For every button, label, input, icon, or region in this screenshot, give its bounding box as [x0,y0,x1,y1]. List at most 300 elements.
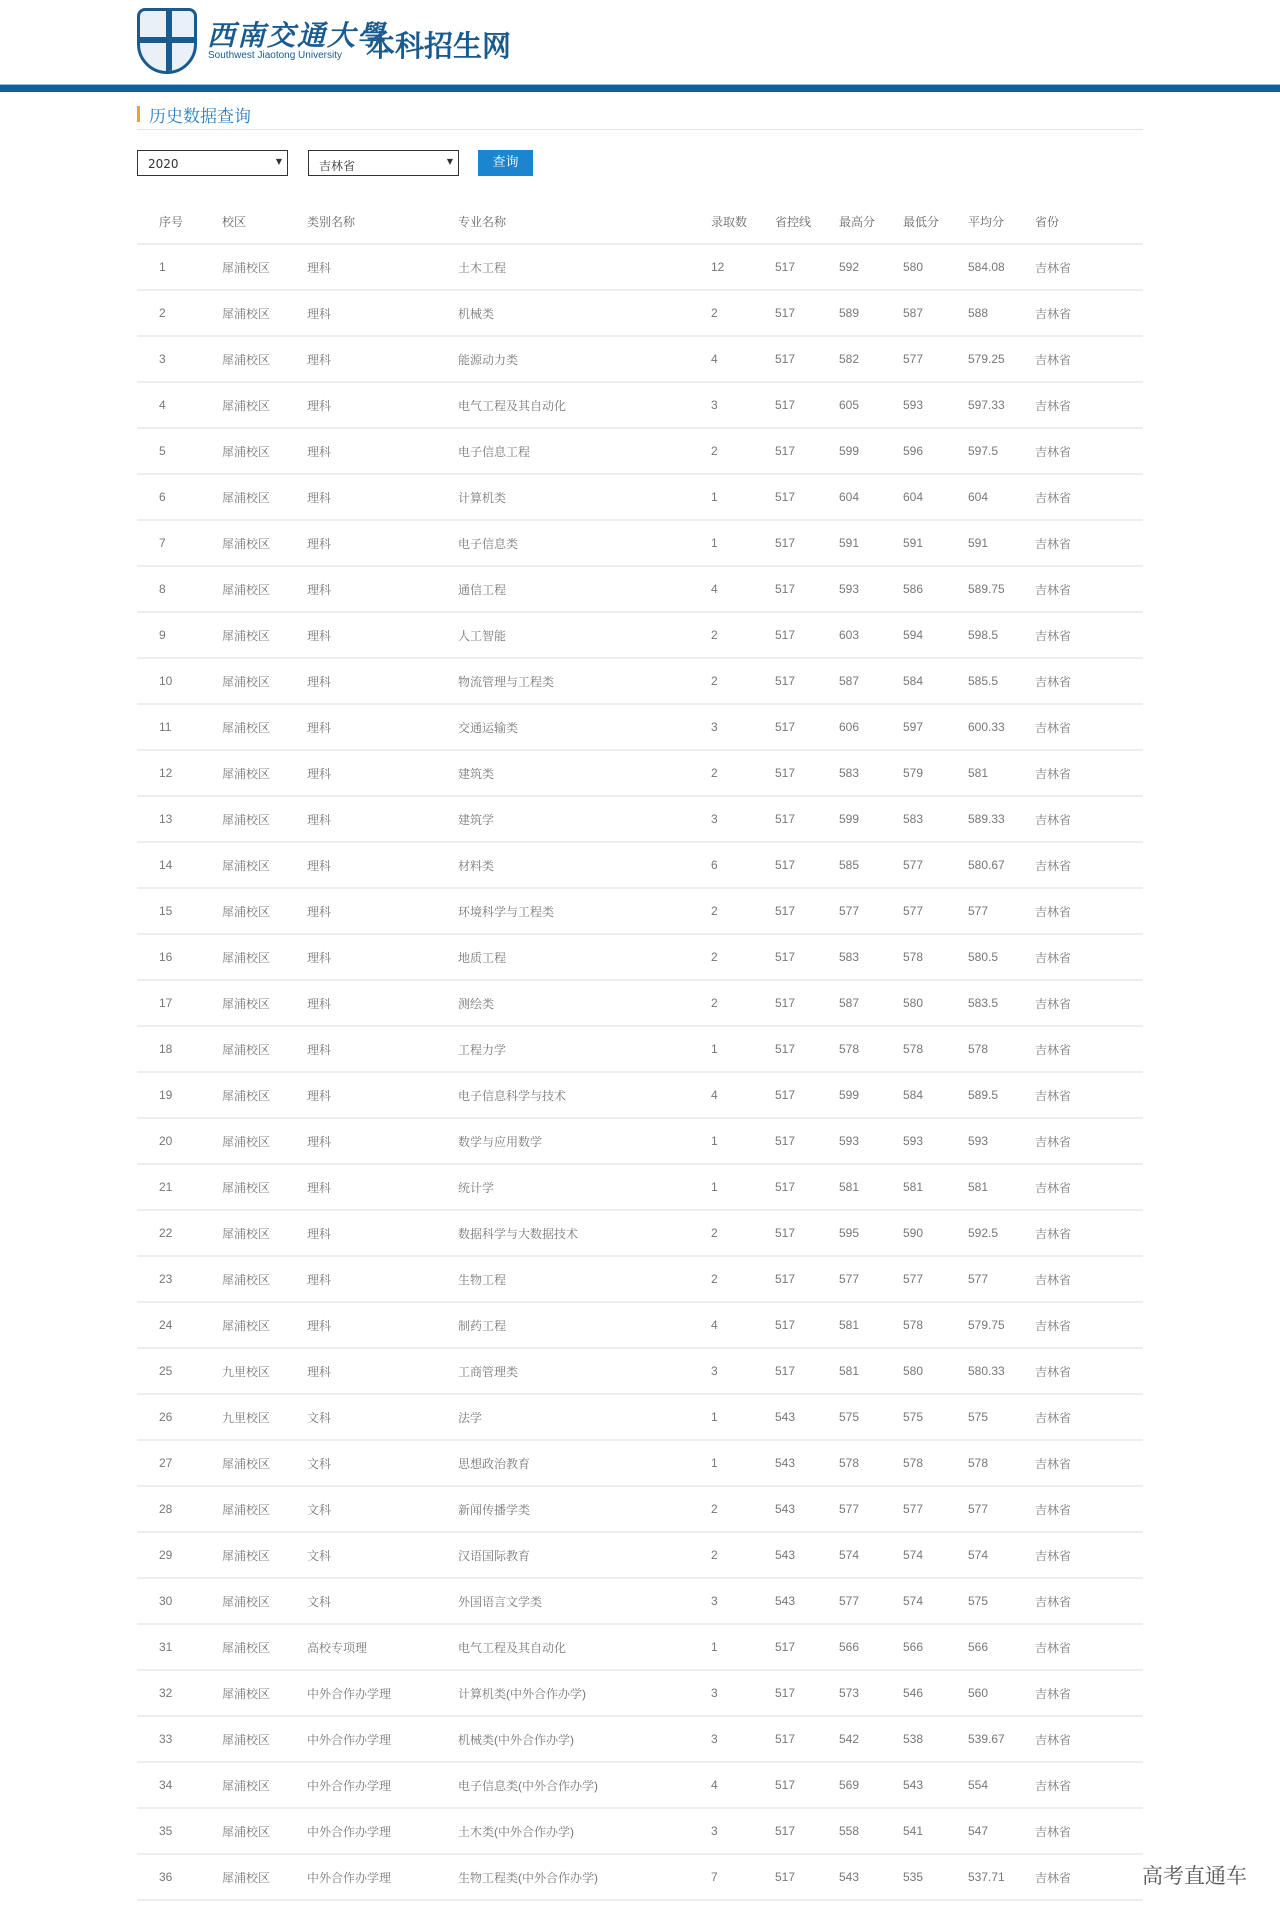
table-cell: 4 [711,1072,775,1118]
table-cell: 数据科学与大数据技术 [458,1210,711,1256]
site-title: 本科招生网 [366,29,512,63]
table-cell: 517 [775,980,839,1026]
table-cell: 吉林省 [1035,1026,1143,1072]
table-cell: 制药工程 [458,1302,711,1348]
table-cell: 605 [839,382,903,428]
table-row [137,1854,1143,1900]
table-cell: 517 [775,1072,839,1118]
table-cell: 25 [137,1348,222,1394]
table-cell: 593 [839,1118,903,1164]
table-cell: 吉林省 [1035,428,1143,474]
table-row [137,1302,1143,1348]
table-cell: 犀浦校区 [222,1026,307,1072]
table-cell: 517 [775,566,839,612]
table-row [137,1578,1143,1624]
table-cell: 中外合作办学理 [307,1670,458,1716]
table-cell: 543 [775,1486,839,1532]
table-cell: 2 [711,428,775,474]
table-cell: 546 [903,1670,968,1716]
table-cell: 577 [968,1486,1035,1532]
table-cell: 599 [839,1072,903,1118]
table-cell: 578 [903,1026,968,1072]
table-cell: 579.25 [968,336,1035,382]
province-select[interactable] [308,150,459,176]
table-cell: 2 [711,750,775,796]
table-cell: 543 [775,1578,839,1624]
table-cell: 犀浦校区 [222,750,307,796]
table-cell: 建筑类 [458,750,711,796]
table-cell: 吉林省 [1035,520,1143,566]
query-button[interactable]: 查询 [478,150,533,176]
table-row [137,980,1143,1026]
table-cell: 595 [839,1210,903,1256]
table-row [137,1716,1143,1762]
table-cell: 2 [711,888,775,934]
table-cell: 犀浦校区 [222,1072,307,1118]
table-cell: 543 [903,1762,968,1808]
table-row [137,1026,1143,1072]
table-cell: 578 [968,1026,1035,1072]
table-cell: 文科 [307,1486,458,1532]
table-cell: 12 [711,244,775,290]
table-cell: 1 [711,1394,775,1440]
table-cell: 机械类 [458,290,711,336]
table-cell: 犀浦校区 [222,1854,307,1900]
table-cell: 578 [903,934,968,980]
table-cell: 580 [903,1348,968,1394]
table-cell: 578 [903,1302,968,1348]
table-cell: 577 [903,336,968,382]
table-cell: 26 [137,1394,222,1440]
table-row [137,1394,1143,1440]
table-cell: 吉林省 [1035,1348,1143,1394]
table-cell: 566 [903,1624,968,1670]
table-row [137,1762,1143,1808]
table-cell: 高校专项理 [307,1624,458,1670]
table-cell: 517 [775,1762,839,1808]
table-cell: 犀浦校区 [222,1118,307,1164]
table-cell: 测绘类 [458,980,711,1026]
table-cell: 517 [775,934,839,980]
column-header: 平均分 [968,199,1035,244]
table-row [137,1256,1143,1302]
table-cell: 吉林省 [1035,566,1143,612]
table-cell: 517 [775,1716,839,1762]
table-cell: 九里校区 [222,1348,307,1394]
table-cell: 541 [903,1808,968,1854]
table-cell: 犀浦校区 [222,1164,307,1210]
table-cell: 577 [839,1256,903,1302]
table-cell: 犀浦校区 [222,842,307,888]
table-cell: 理科 [307,980,458,1026]
table-cell: 2 [711,1210,775,1256]
table-cell: 吉林省 [1035,1854,1143,1900]
table-cell: 吉林省 [1035,980,1143,1026]
table-cell: 19 [137,1072,222,1118]
table-cell: 2 [711,1486,775,1532]
table-cell: 574 [903,1578,968,1624]
table-cell: 吉林省 [1035,1486,1143,1532]
table-cell: 579 [903,750,968,796]
table-cell: 理科 [307,658,458,704]
table-row [137,428,1143,474]
table-cell: 环境科学与工程类 [458,888,711,934]
column-header: 省控线 [775,199,839,244]
table-cell: 3 [711,1670,775,1716]
table-cell: 589.5 [968,1072,1035,1118]
section-header [137,100,1143,130]
table-cell: 吉林省 [1035,382,1143,428]
table-cell: 理科 [307,428,458,474]
table-cell: 574 [903,1532,968,1578]
table-cell: 27 [137,1440,222,1486]
table-cell: 吉林省 [1035,1256,1143,1302]
table-cell: 犀浦校区 [222,934,307,980]
table-cell: 吉林省 [1035,842,1143,888]
table-cell: 中外合作办学理 [307,1854,458,1900]
table-cell: 犀浦校区 [222,1624,307,1670]
table-cell: 9 [137,612,222,658]
table-cell: 584.08 [968,244,1035,290]
table-cell: 577 [968,1256,1035,1302]
watermark: 高考直通车 [1142,1864,1247,1888]
table-cell: 585 [839,842,903,888]
table-cell: 机械类(中外合作办学) [458,1716,711,1762]
table-cell: 593 [903,1118,968,1164]
table-cell: 517 [775,1624,839,1670]
table-cell: 4 [711,1762,775,1808]
table-cell: 596 [903,428,968,474]
table-cell: 33 [137,1716,222,1762]
table-cell: 土木工程 [458,244,711,290]
column-header: 最高分 [839,199,903,244]
table-cell: 吉林省 [1035,750,1143,796]
table-cell: 犀浦校区 [222,1256,307,1302]
table-cell: 4 [711,1302,775,1348]
table-cell: 计算机类 [458,474,711,520]
table-cell: 犀浦校区 [222,658,307,704]
table-cell: 犀浦校区 [222,520,307,566]
table-cell: 21 [137,1164,222,1210]
table-row [137,796,1143,842]
table-cell: 犀浦校区 [222,1302,307,1348]
table-cell: 538 [903,1716,968,1762]
table-cell: 3 [711,704,775,750]
table-cell: 1 [711,1164,775,1210]
table-cell: 吉林省 [1035,1164,1143,1210]
table-cell: 中外合作办学理 [307,1762,458,1808]
table-cell: 工商管理类 [458,1348,711,1394]
university-logo[interactable] [137,8,197,74]
table-cell: 理科 [307,1072,458,1118]
table-cell: 604 [903,474,968,520]
column-header: 专业名称 [458,199,711,244]
table-cell: 7 [711,1854,775,1900]
table-row [137,1808,1143,1854]
table-cell: 文科 [307,1578,458,1624]
table-cell: 犀浦校区 [222,704,307,750]
table-cell: 13 [137,796,222,842]
table-row [137,1210,1143,1256]
table-cell: 交通运输类 [458,704,711,750]
table-cell: 犀浦校区 [222,336,307,382]
table-row [137,888,1143,934]
table-cell: 犀浦校区 [222,1762,307,1808]
table-cell: 3 [711,382,775,428]
table-cell: 592 [839,244,903,290]
table-cell: 517 [775,474,839,520]
table-cell: 577 [903,842,968,888]
table-cell: 580 [903,980,968,1026]
table-cell: 599 [839,428,903,474]
table-cell: 587 [839,980,903,1026]
table-cell: 583 [839,750,903,796]
table-cell: 外国语言文学类 [458,1578,711,1624]
table-cell: 建筑学 [458,796,711,842]
table-cell: 578 [839,1440,903,1486]
table-cell: 579.75 [968,1302,1035,1348]
table-cell: 电子信息类 [458,520,711,566]
table-cell: 587 [839,658,903,704]
table-row [137,290,1143,336]
section-marker [137,106,140,122]
table-cell: 574 [839,1532,903,1578]
table-cell: 537.71 [968,1854,1035,1900]
table-cell: 地质工程 [458,934,711,980]
table-cell: 理科 [307,1302,458,1348]
table-cell: 517 [775,1302,839,1348]
table-cell: 吉林省 [1035,1578,1143,1624]
table-cell: 583 [839,934,903,980]
table-cell: 2 [711,290,775,336]
table-cell: 1 [711,520,775,566]
table-cell: 理科 [307,1118,458,1164]
table-cell: 理科 [307,1164,458,1210]
table-cell: 36 [137,1854,222,1900]
column-header: 校区 [222,199,307,244]
table-row [137,842,1143,888]
table-cell: 604 [839,474,903,520]
table-cell: 581 [839,1348,903,1394]
table-cell: 28 [137,1486,222,1532]
table-cell: 工程力学 [458,1026,711,1072]
table-cell: 592.5 [968,1210,1035,1256]
table-cell: 2 [711,1256,775,1302]
table-row [137,244,1143,290]
table-row [137,566,1143,612]
table-cell: 犀浦校区 [222,382,307,428]
table-cell: 517 [775,750,839,796]
table-cell: 2 [711,658,775,704]
table-cell: 584 [903,1072,968,1118]
table-cell: 理科 [307,382,458,428]
table-cell: 593 [839,566,903,612]
table-cell: 4 [711,336,775,382]
table-header-row [137,199,1143,244]
table-cell: 犀浦校区 [222,1578,307,1624]
table-cell: 580 [903,244,968,290]
university-name: 西南交通大學 [207,19,388,52]
table-row [137,704,1143,750]
table-cell: 犀浦校区 [222,290,307,336]
table-cell: 547 [968,1808,1035,1854]
table-cell: 517 [775,796,839,842]
table-cell: 603 [839,612,903,658]
table-cell: 34 [137,1762,222,1808]
table-cell: 517 [775,1854,839,1900]
table-cell: 犀浦校区 [222,1808,307,1854]
table-cell: 542 [839,1716,903,1762]
table-cell: 539.67 [968,1716,1035,1762]
table-cell: 29 [137,1532,222,1578]
table-cell: 577 [839,1486,903,1532]
table-cell: 吉林省 [1035,336,1143,382]
table-cell: 物流管理与工程类 [458,658,711,704]
table-cell: 591 [903,520,968,566]
table-cell: 543 [775,1532,839,1578]
table-cell: 吉林省 [1035,290,1143,336]
table-cell: 577 [968,888,1035,934]
table-cell: 吉林省 [1035,244,1143,290]
table-cell: 1 [711,1118,775,1164]
table-cell: 汉语国际教育 [458,1532,711,1578]
table-cell: 6 [711,842,775,888]
table-cell: 12 [137,750,222,796]
table-cell: 3 [711,1348,775,1394]
table-cell: 吉林省 [1035,1210,1143,1256]
table-cell: 20 [137,1118,222,1164]
table-cell: 理科 [307,566,458,612]
year-select[interactable] [137,150,288,176]
table-cell: 587 [903,290,968,336]
table-cell: 3 [711,1716,775,1762]
table-cell: 517 [775,520,839,566]
table-cell: 8 [137,566,222,612]
table-cell: 30 [137,1578,222,1624]
table-cell: 517 [775,1256,839,1302]
table-cell: 理科 [307,796,458,842]
table-cell: 理科 [307,612,458,658]
table-cell: 535 [903,1854,968,1900]
table-cell: 604 [968,474,1035,520]
table-row [137,336,1143,382]
table-cell: 吉林省 [1035,1118,1143,1164]
table-cell: 575 [968,1578,1035,1624]
table-cell: 577 [839,1578,903,1624]
dropdown-arrow-icon: ▼ [275,157,282,166]
table-cell: 吉林省 [1035,1808,1143,1854]
table-cell: 中外合作办学理 [307,1716,458,1762]
table-row [137,520,1143,566]
table-cell: 吉林省 [1035,1670,1143,1716]
table-cell: 新闻传播学类 [458,1486,711,1532]
table-row [137,612,1143,658]
table-cell: 598.5 [968,612,1035,658]
table-cell: 517 [775,1164,839,1210]
table-cell: 电气工程及其自动化 [458,382,711,428]
table-cell: 578 [903,1440,968,1486]
table-cell: 犀浦校区 [222,1486,307,1532]
table-cell: 517 [775,612,839,658]
table-cell: 18 [137,1026,222,1072]
table-cell: 理科 [307,244,458,290]
table-cell: 人工智能 [458,612,711,658]
table-cell: 1 [711,1440,775,1486]
table-cell: 517 [775,842,839,888]
table-cell: 597.5 [968,428,1035,474]
province-select-value: 吉林省 [319,159,356,173]
table-cell: 电子信息类(中外合作办学) [458,1762,711,1808]
table-cell: 583 [903,796,968,842]
table-cell: 5 [137,428,222,474]
table-cell: 586 [903,566,968,612]
table-cell: 566 [839,1624,903,1670]
table-cell: 15 [137,888,222,934]
table-cell: 法学 [458,1394,711,1440]
table-cell: 577 [839,888,903,934]
table-cell: 吉林省 [1035,1716,1143,1762]
table-cell: 23 [137,1256,222,1302]
table-cell: 583.5 [968,980,1035,1026]
table-cell: 16 [137,934,222,980]
column-header: 省份 [1035,199,1143,244]
table-cell: 10 [137,658,222,704]
table-cell: 573 [839,1670,903,1716]
table-cell: 590 [903,1210,968,1256]
table-cell: 4 [137,382,222,428]
site-header [0,0,1280,84]
table-cell: 2 [137,290,222,336]
table-cell: 文科 [307,1394,458,1440]
table-cell: 517 [775,1348,839,1394]
table-cell: 543 [839,1854,903,1900]
table-cell: 理科 [307,1256,458,1302]
table-cell: 585.5 [968,658,1035,704]
table-cell: 九里校区 [222,1394,307,1440]
table-cell: 577 [903,1486,968,1532]
table-cell: 生物工程 [458,1256,711,1302]
table-cell: 566 [968,1624,1035,1670]
section-title: 历史数据查询 [149,107,251,127]
table-cell: 电子信息工程 [458,428,711,474]
table-cell: 犀浦校区 [222,1210,307,1256]
table-cell: 581 [968,750,1035,796]
table-cell: 575 [968,1394,1035,1440]
table-cell: 591 [968,520,1035,566]
table-cell: 593 [968,1118,1035,1164]
table-cell: 517 [775,1118,839,1164]
table-cell: 吉林省 [1035,796,1143,842]
table-cell: 数学与应用数学 [458,1118,711,1164]
table-row [137,658,1143,704]
table-cell: 中外合作办学理 [307,1808,458,1854]
table-cell: 560 [968,1670,1035,1716]
table-cell: 517 [775,382,839,428]
table-row [137,1072,1143,1118]
table-cell: 594 [903,612,968,658]
table-cell: 599 [839,796,903,842]
table-cell: 14 [137,842,222,888]
table-cell: 理科 [307,1026,458,1072]
table-cell: 597.33 [968,382,1035,428]
table-cell: 2 [711,1532,775,1578]
table-cell: 582 [839,336,903,382]
table-cell: 589.33 [968,796,1035,842]
table-cell: 580.33 [968,1348,1035,1394]
column-header: 序号 [137,199,222,244]
table-cell: 理科 [307,474,458,520]
table-cell: 思想政治教育 [458,1440,711,1486]
